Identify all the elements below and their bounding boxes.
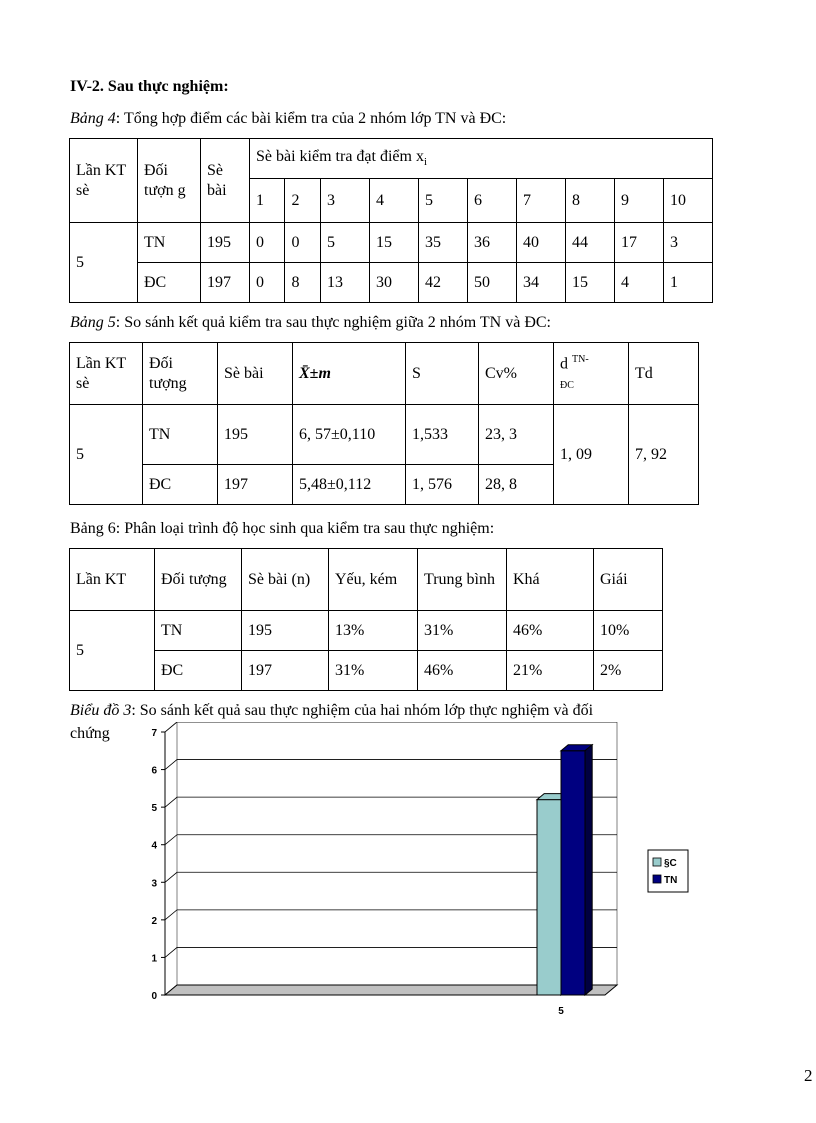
t4-val-1-2: 13 [320, 263, 369, 303]
t5-x-1: 5,48±0,112 [293, 465, 406, 505]
t5-se-0: 195 [218, 405, 293, 465]
table4-caption-label: Bảng 4 [70, 110, 116, 127]
t5-s-1: 1, 576 [406, 465, 479, 505]
legend-swatch-TN [653, 875, 661, 883]
x-tick-label-5: 5 [558, 1006, 564, 1017]
t5-se-1: 197 [218, 465, 293, 505]
t5-x-0: 6, 57±0,110 [293, 405, 406, 465]
t5-td-cell: 7, 92 [629, 405, 699, 505]
table-row [70, 223, 713, 263]
t4-val-0-8: 17 [614, 223, 663, 263]
t4-header-doi: Đối tượn g [138, 139, 201, 223]
t5-cv-0: 23, 3 [479, 405, 554, 465]
t4-header-group-sub: i [423, 156, 428, 169]
t4-val-1-0: 0 [250, 263, 285, 303]
t5-header-x [293, 343, 406, 405]
t4-val-0-6: 40 [516, 223, 565, 263]
t4-val-1-7: 15 [565, 263, 614, 303]
t4-header-group-text: Sè bài kiểm tra đạt điểm x [256, 148, 424, 166]
t6-yeu-0: 13% [329, 611, 418, 651]
t4-score-header-5: 5 [418, 179, 467, 223]
t4-se-1: 197 [201, 263, 250, 303]
t4-score-header-10: 10 [663, 179, 712, 223]
t6-header-lan: Lần KT [70, 549, 155, 611]
t4-doi-1: ĐC [138, 263, 201, 303]
table4-caption [70, 110, 506, 128]
y-tick-label-4: 4 [151, 840, 157, 852]
bar-side-TN-5 [585, 745, 592, 995]
t5-header-doi: Đối tượng [143, 343, 218, 405]
t6-tb-0: 31% [418, 611, 507, 651]
t4-header-group [250, 139, 713, 179]
t4-score-header-6: 6 [467, 179, 516, 223]
t6-doi-0: TN [155, 611, 242, 651]
bar-chart [110, 722, 710, 1022]
t5-header-d-sup: TN- [572, 354, 589, 366]
t4-val-0-2: 5 [320, 223, 369, 263]
table4-caption-text: : Tổng hợp điểm các bài kiểm tra của 2 nhóm lớp TN và ĐC: [115, 110, 507, 127]
t4-val-0-0: 0 [250, 223, 285, 263]
t5-header-d-text: d [560, 355, 568, 373]
t6-gioi-0: 10% [594, 611, 663, 651]
t5-cv-1: 28, 8 [479, 465, 554, 505]
y-tick-label-5: 5 [151, 803, 157, 815]
t5-header-cv: Cv% [479, 343, 554, 405]
table-row [70, 263, 713, 303]
t4-val-0-9: 3 [663, 223, 712, 263]
t6-header-tb: Trung bình [418, 549, 507, 611]
page-number: 2 [804, 1066, 813, 1085]
t4-score-header-2: 2 [285, 179, 320, 223]
chart-caption-text: : So sánh kết quả sau thực nghiệm của hai nhóm lớp thực nghiệm và đối [131, 702, 594, 719]
t4-val-1-3: 30 [369, 263, 418, 303]
t6-header-gioi: Giái [594, 549, 663, 611]
legend-label-§C: §C [664, 858, 677, 869]
t6-yeu-1: 31% [329, 651, 418, 691]
t6-header-kha: Khá [507, 549, 594, 611]
t4-score-header-9: 9 [614, 179, 663, 223]
t6-tb-1: 46% [418, 651, 507, 691]
t5-header-x-text: X̄±m [299, 364, 331, 382]
t6-header-yeu: Yếu, kém [329, 549, 418, 611]
t5-header-lan: Lần KT sè [70, 343, 143, 405]
bar-§C-5 [537, 800, 561, 995]
legend-swatch-§C [653, 858, 661, 866]
t6-kha-1: 21% [507, 651, 594, 691]
t5-header-d [554, 343, 629, 405]
t5-d-cell: 1, 09 [554, 405, 629, 505]
t5-lan-cell: 5 [70, 405, 143, 505]
t5-doi-0: TN [143, 405, 218, 465]
table-6 [69, 548, 663, 691]
t6-se-1: 197 [242, 651, 329, 691]
t4-val-1-8: 4 [614, 263, 663, 303]
table6-caption: Bảng 6: Phân loại trình độ học sinh qua kiểm tra sau thực nghiệm: [70, 520, 495, 537]
t5-header-se: Sè bài [218, 343, 293, 405]
t4-score-header-7: 7 [516, 179, 565, 223]
table5-caption-label: Bảng 5 [70, 314, 116, 331]
section-heading: IV-2. Sau thực nghiệm: [70, 78, 229, 95]
chart-caption-label: Biểu đồ 3 [70, 702, 132, 719]
y-tick-label-6: 6 [151, 765, 157, 777]
y-tick-label-3: 3 [151, 878, 157, 890]
y-tick-label-1: 1 [151, 953, 157, 965]
t4-val-0-3: 15 [369, 223, 418, 263]
t4-val-1-6: 34 [516, 263, 565, 303]
t4-header-se: Sè bài [201, 139, 250, 223]
y-tick-label-0: 0 [151, 991, 157, 1002]
legend-label-TN: TN [664, 875, 678, 886]
t4-val-1-9: 1 [663, 263, 712, 303]
t4-score-header-4: 4 [369, 179, 418, 223]
t4-val-1-4: 42 [418, 263, 467, 303]
y-tick-label-2: 2 [151, 915, 157, 927]
table-5 [69, 342, 699, 505]
y-tick-label-7: 7 [151, 728, 157, 739]
t4-val-0-4: 35 [418, 223, 467, 263]
chart-left-wall [165, 722, 177, 995]
t5-header-d-sub: ĐC [560, 379, 574, 391]
t4-val-1-1: 8 [285, 263, 320, 303]
t6-lan-cell: 5 [70, 611, 155, 691]
t4-doi-0: TN [138, 223, 201, 263]
t4-score-header-3: 3 [320, 179, 369, 223]
t5-header-td: Td [629, 343, 699, 405]
t5-doi-1: ĐC [143, 465, 218, 505]
t6-se-0: 195 [242, 611, 329, 651]
t5-s-0: 1,533 [406, 405, 479, 465]
table5-caption-text: : So sánh kết quả kiểm tra sau thực nghiệm giữa 2 nhóm TN và ĐC: [115, 314, 551, 331]
t4-score-header-8: 8 [565, 179, 614, 223]
t4-val-0-7: 44 [565, 223, 614, 263]
t6-gioi-1: 2% [594, 651, 663, 691]
chart-caption-line2: chứng [70, 725, 110, 742]
t4-val-0-5: 36 [467, 223, 516, 263]
t6-header-se: Sè bài (n) [242, 549, 329, 611]
t5-header-s: S [406, 343, 479, 405]
t6-doi-1: ĐC [155, 651, 242, 691]
t6-header-doi: Đối tượng [155, 549, 242, 611]
t4-header-lan: Lần KT sè [70, 139, 138, 223]
table-4 [69, 138, 713, 303]
t6-kha-0: 46% [507, 611, 594, 651]
chart-caption [70, 702, 593, 720]
t4-val-0-1: 0 [285, 223, 320, 263]
t4-lan-cell: 5 [70, 223, 138, 303]
bar-TN-5 [561, 751, 585, 995]
t4-val-1-5: 50 [467, 263, 516, 303]
table5-caption [70, 314, 551, 332]
t4-score-header-1: 1 [250, 179, 285, 223]
t4-se-0: 195 [201, 223, 250, 263]
